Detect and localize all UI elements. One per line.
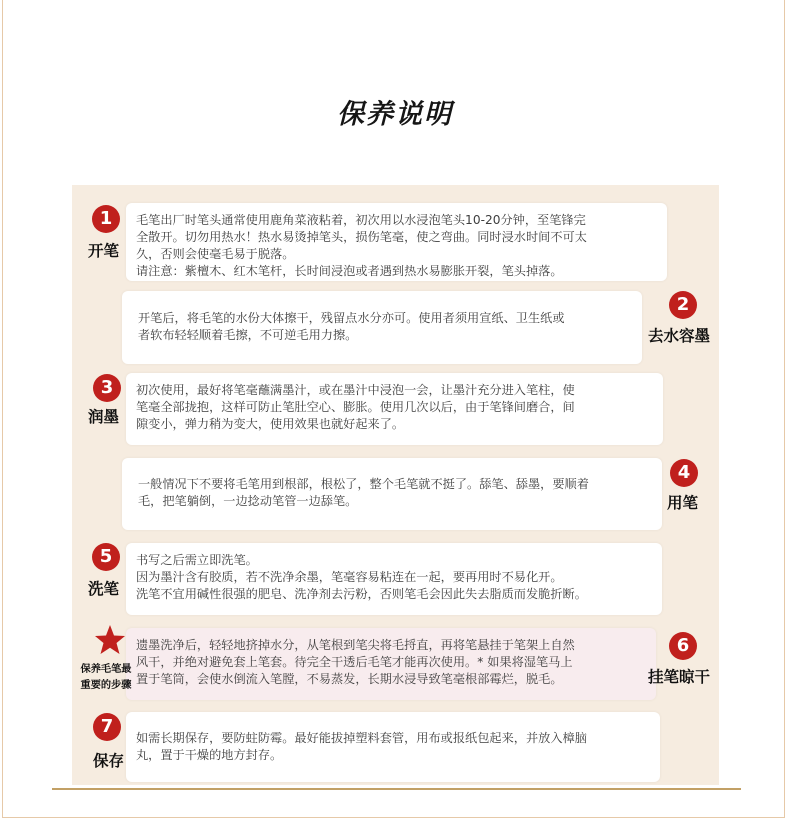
section-card-1 bbox=[126, 203, 667, 281]
step-badge-7: 7 bbox=[93, 713, 121, 741]
section-3-line: 初次使用，最好将笔毫蘸满墨汁，或在墨汁中浸泡一会，让墨汁充分进入笔柱，使 bbox=[136, 383, 575, 397]
section-1-line: 久，否则会使毫毛易于脱落。 bbox=[136, 247, 295, 261]
bottom-divider bbox=[52, 788, 741, 790]
section-5-line: 书写之后需立即洗笔。 bbox=[136, 553, 258, 567]
step-badge-5: 5 bbox=[92, 543, 120, 571]
step-label-1: 开笔 bbox=[88, 242, 120, 260]
section-7-line: 如需长期保存，要防蛀防霉。最好能拔掉塑料套管，用布或报纸包起来，并放入樟脑 bbox=[136, 731, 587, 745]
section-7-line: 丸，置于干燥的地方封存。 bbox=[136, 748, 283, 762]
step-label-3: 润墨 bbox=[88, 408, 120, 426]
section-1-line: 全散开。切勿用热水！热水易烫掉笔头，损伤笔毫，使之弯曲。同时浸水时间不可太 bbox=[136, 230, 587, 244]
step-badge-3: 3 bbox=[93, 374, 121, 402]
section-card-5 bbox=[126, 543, 662, 615]
section-card-6 bbox=[126, 628, 656, 700]
step-label-7: 保存 bbox=[93, 752, 125, 770]
section-5-line: 因为墨汁含有胶质，若不洗净余墨，笔毫容易粘连在一起，要再用时不易化开。 bbox=[136, 570, 563, 584]
important-note-line: 保养毛笔最 bbox=[80, 664, 132, 675]
section-6-line: 遗墨洗净后，轻轻地挤掉水分，从笔根到笔尖将毛捋直，再将笔悬挂于笔架上自然 bbox=[136, 638, 575, 652]
star-icon bbox=[94, 624, 126, 656]
section-2-line: 开笔后，将毛笔的水份大体擦干，残留点水分亦可。使用者须用宣纸、卫生纸或 bbox=[138, 311, 565, 325]
section-card-7 bbox=[126, 712, 660, 782]
important-note-line: 重要的步骤 bbox=[80, 680, 132, 691]
step-label-4: 用笔 bbox=[667, 494, 699, 512]
step-badge-2: 2 bbox=[669, 291, 697, 319]
step-badge-6: 6 bbox=[669, 632, 697, 660]
section-card-2 bbox=[122, 291, 642, 364]
step-label-5: 洗笔 bbox=[88, 580, 120, 598]
section-2-line: 者软布轻轻顺着毛擦，不可逆毛用力擦。 bbox=[138, 328, 358, 342]
step-label-6: 挂笔晾干 bbox=[648, 668, 711, 686]
step-label-2: 去水容墨 bbox=[648, 327, 711, 345]
section-3-line: 笔毫全部拢抱，这样可防止笔肚空心、膨胀。使用几次以后，由于笔锋间磨合，间 bbox=[136, 400, 575, 414]
section-6-line: 置于笔筒，会使水倒流入笔膛，不易蒸发，长期水浸导致笔毫根部霉烂，脱毛。 bbox=[136, 672, 563, 686]
step-badge-1: 1 bbox=[92, 205, 120, 233]
section-5-line: 洗笔不宜用碱性很强的肥皂、洗净剂去污粉，否则笔毛会因此失去脂质而发脆折断。 bbox=[136, 587, 587, 601]
section-card-3 bbox=[126, 373, 663, 445]
section-4-line: 毛，把笔躺倒，一边捻动笔管一边舔笔。 bbox=[138, 494, 358, 508]
important-step-note bbox=[72, 662, 140, 694]
section-3-line: 隙变小，弹力稍为变大，使用效果也就好起来了。 bbox=[136, 417, 405, 431]
section-4-line: 一般情况下不要将毛笔用到根部，根松了，整个毛笔就不挺了。舔笔、舔墨，要顺着 bbox=[138, 477, 589, 491]
section-card-4 bbox=[122, 458, 662, 530]
section-1-line: 毛笔出厂时笔头通常使用鹿角菜液粘着，初次用以水浸泡笔头10-20分钟，至笔锋完 bbox=[136, 213, 586, 227]
step-badge-4: 4 bbox=[670, 459, 698, 487]
page-title: 保养说明 bbox=[337, 99, 453, 130]
section-6-line: 风干，并绝对避免套上笔套。待完全干透后毛笔才能再次使用。* 如果将湿笔马上 bbox=[136, 655, 573, 669]
section-1-line: 请注意：紫檀木、红木笔杆，长时间浸泡或者遇到热水易膨胀开裂，笔头掉落。 bbox=[136, 264, 563, 278]
